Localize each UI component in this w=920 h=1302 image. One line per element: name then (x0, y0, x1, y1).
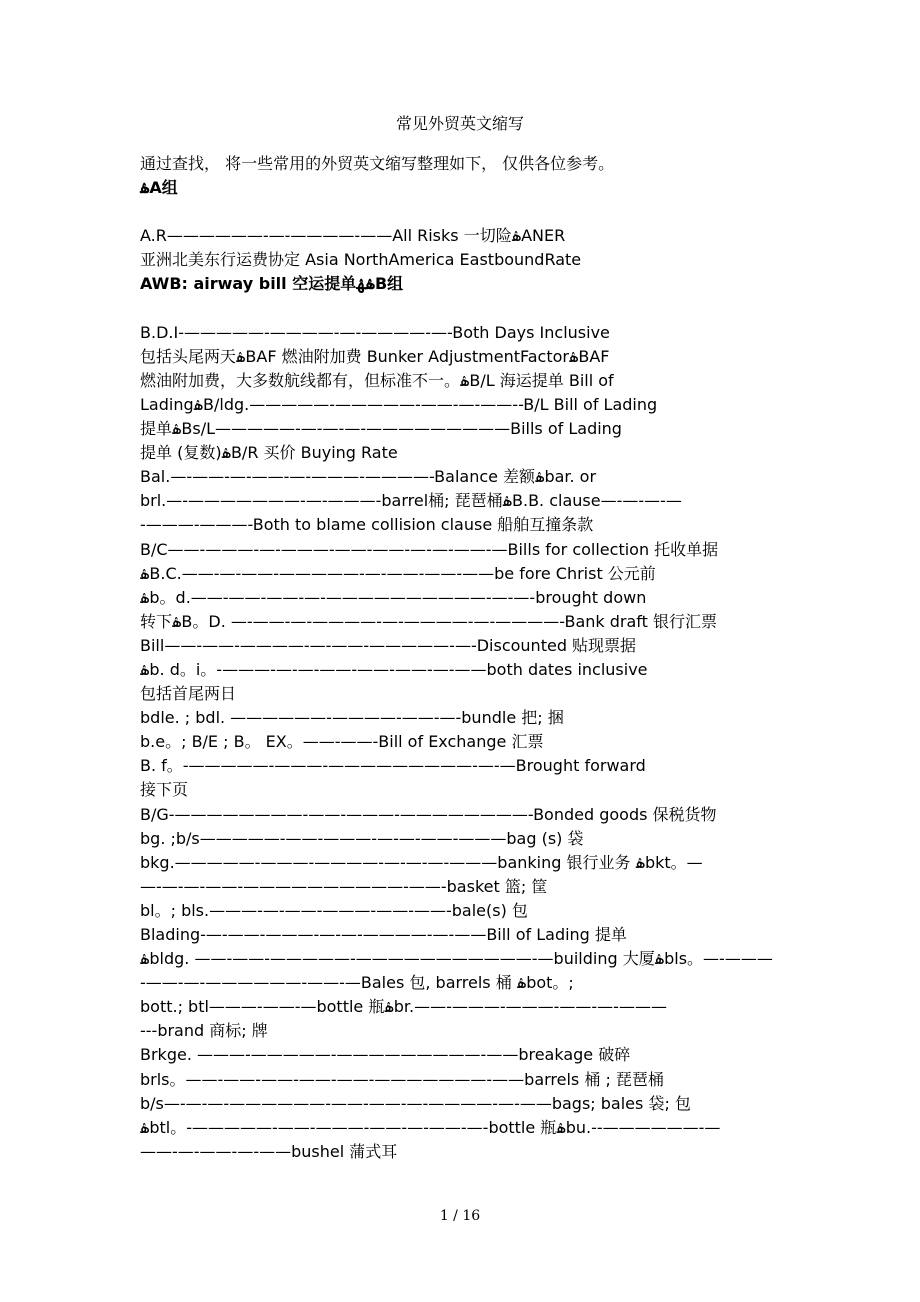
group-heading: ۿA组 (140, 178, 178, 198)
abbreviation-line: Brkge. ———-—————-—————————-——breakage 破碎 (140, 1045, 631, 1065)
abbreviation-line: ۿB.C.——-—-——-—————-—-——-——-——be fore Christ 公元前 (140, 563, 656, 583)
abbreviation-line: bg. ;b/s—————-——-———-—-—-——-———bag (s) 袋 (140, 828, 584, 848)
abbreviation-line: —-—-—-——-——————————-——-basket 篮; 筐 (140, 876, 548, 896)
abbreviation-line: bott.; btl———-——-—bottle 瓶ۿbr.——-———-———-——-—-——— (140, 997, 667, 1017)
abbreviation-line: B.D.I-—————-————-—-————-—-Both Days Inclusive (140, 322, 610, 342)
abbreviation-line: 转下ۿB。D. —-——-—-————-—-————-—-————-Bank draft 银行汇票 (140, 611, 718, 631)
abbreviation-line: bdle. ; bdl. ——————-————-——-—-bundle 把; 捆 (140, 708, 564, 728)
abbreviation-line: Bill——-——-————-—-——-—————-—-Discounted 贴现票据 (140, 635, 637, 655)
abbreviation-line: B/C——-———-—-———-——-——-—-—-——-—Bills for collection 托收单据 (140, 539, 719, 559)
abbreviation-line: brl.—-———————-—-———-barrel桶; 琵琶桶ۿB.B. clause—-—-—-— (140, 491, 682, 511)
abbreviation-line: 亚洲北美东行运费协定 Asia NorthAmerica EastboundRate (140, 250, 582, 270)
abbreviation-line: 提单 (复数)ۿB/R 买价 Buying Rate (140, 443, 398, 463)
abbreviation-line: brls。——-——-——-——-——-———————-——barrels 桶 ; 琵琶桶 (140, 1069, 664, 1089)
abbreviation-line: ۿbldg. ——-——-—————-———————————-—building 大厦ۿbls。—-——— (140, 949, 773, 969)
intro-paragraph: 通过查找， 将一些常用的外贸英文缩写整理如下， 仅供各位参考。 (140, 154, 615, 173)
abbreviation-line: 包括头尾两天ۿBAF 燃油附加费 Bunker AdjustmentFactorۿBAF (140, 346, 610, 366)
abbreviation-line: AWB: airway bill 空运提单ۿۿB组 (140, 274, 404, 294)
abbreviation-line: b.e。; B/E ; B。 EX。——-——-Bill of Exchange 汇票 (140, 732, 544, 752)
abbreviation-line: 包括首尾两日 (140, 684, 237, 704)
abbreviation-line: 提单ۿBs/L—————-—-—-—-—————————Bills of Lading (140, 419, 622, 439)
page-number: 1 / 16 (439, 1208, 481, 1224)
abbreviation-line: Blading-—-——-———-—-—-————-—-——Bill of Lading 提单 (140, 925, 627, 944)
abbreviation-line: A.R——————-—-————-——All Risks 一切险ۿANER (140, 226, 566, 246)
blank-line (140, 297, 800, 321)
abbreviation-line: ۿbtl。-—————-——-———-——-—-——-—-bottle 瓶ۿbu.--——————-— (140, 1117, 721, 1137)
abbreviation-line: -———-———-Both to blame collision clause 船舶互撞条款 (140, 515, 594, 535)
abbreviation-line: 燃油附加费，大多数航线都有，但标准不一。ۿB/L 海运提单 Bill of (140, 370, 614, 390)
abbreviation-line: b/s—-—-—-——————-——-——-—-————-—-——bags; bales 袋; 包 (140, 1093, 691, 1113)
abbreviation-line: bl。; bls.———-—-——-———-——-——-bale(s) 包 (140, 900, 528, 920)
abbreviation-line: ——-—-——-—-——bushel 蒲式耳 (140, 1141, 398, 1161)
document-body (140, 152, 800, 1164)
page-title: 常见外贸英文缩写 (395, 114, 524, 133)
abbreviation-line: B. f。-—————-———-—————————-—-—Brought forward (140, 756, 646, 776)
abbreviation-line: -——-—-——————-——-—Bales 包, barrels 桶 ۿbot。; (140, 973, 574, 993)
abbreviation-line: ۿb。d.——-——-——-—-——————————-—-—-brought down (140, 587, 647, 607)
abbreviation-line: ---brand 商标; 牌 (140, 1021, 268, 1041)
abbreviation-line: bkg.—————-———-————-—-—-—-———banking 银行业务 ۿbkt。— (140, 852, 703, 872)
abbreviation-line: LadingۿB/ldg.—————-—————-——-—-——--B/L Bill of Lading (140, 394, 658, 414)
abbreviation-line: B/G-————————-——-———-————————-Bonded goods 保税货物 (140, 804, 717, 824)
abbreviation-line: ۿb. d。i。-———-—-—-——-——-——-—-——both dates inclusive (140, 659, 648, 679)
abbreviation-line: Bal.—-——-—-——-—-———-————-Balance 差额ۿbar. or (140, 467, 597, 487)
abbreviation-line: 接下页 (140, 780, 189, 800)
blank-line (140, 200, 800, 224)
